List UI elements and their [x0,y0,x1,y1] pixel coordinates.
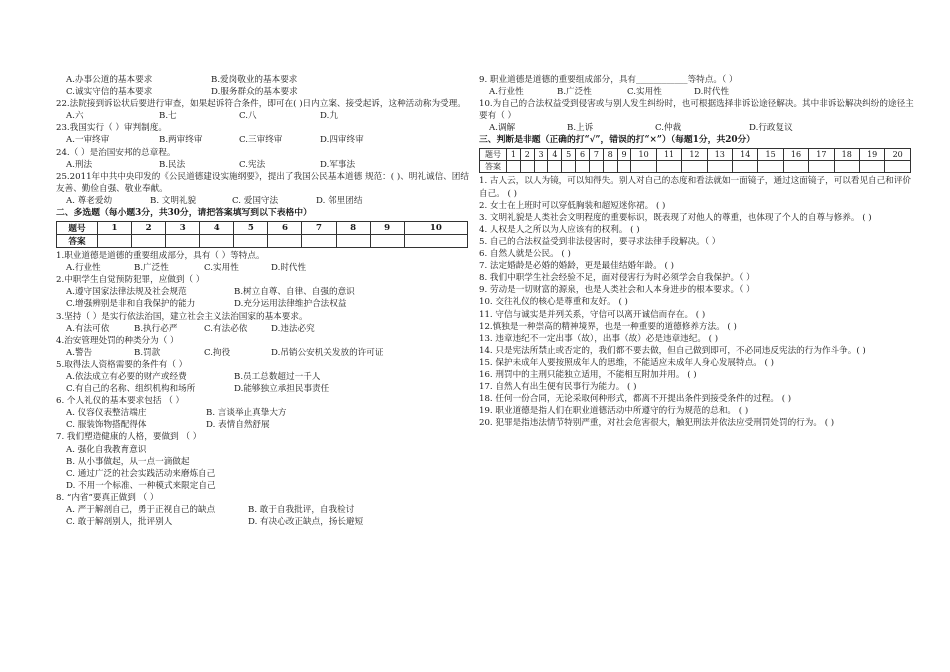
option: C.增强辨别是非和自我保护的能力 [66,299,196,310]
option: B.爱岗敬业的基本要求 [211,75,298,85]
table-header: 7 [302,222,336,235]
judgment-item-16: 16. 刑罚中的主刑只能独立适用，不能相互附加并用。 ( ) [479,369,697,380]
option: C.八 [239,111,257,122]
table-header: 17 [809,149,834,161]
table-row [480,161,911,173]
answer-cell[interactable] [589,161,603,173]
option: B.员工总数超过一千人 [234,371,321,382]
question-23: 23.我国实行（ ）审判制度。 [56,123,167,134]
table-header: 2 [520,149,534,161]
q21-options-row-1 [56,74,476,86]
left-column [56,74,476,528]
judgment-item-12: 12.慎独是一种崇高的精神境界，也是一种重要的道德修养方法。 ( ) [479,321,737,332]
option: D.服务群众的基本要求 [211,87,298,98]
answer-cell[interactable] [370,235,404,248]
judgment-item-15: 15. 保护未成年人要按照成年人的思维，不能适应未成年人身心发展特点。 ( ) [479,357,774,368]
option: B.广泛性 [557,87,592,98]
option: B.广泛性 [134,263,169,274]
option: C.诚实守信的基本要求 [66,87,153,98]
answer-cell[interactable] [603,161,617,173]
m10-options [479,122,919,134]
option-text: D. 不用一个标准、一种模式来限定自己 [66,480,216,491]
option: A.一审终审 [66,135,110,146]
option: A.依法成立有必要的财产或经费 [66,371,187,382]
option: C. 敢于解剖别人，批评别人 [66,517,173,528]
m8-options-row-2 [56,516,476,528]
multi-question-8: 8. “内省”要真正做到 （ ） [56,492,159,503]
multi-question-10: 10.为自己的合法权益受到侵害或与别人发生纠纷时，也可根据选择非诉讼途径解决。其中非诉讼解决纠纷的途径主要有（ ） [479,99,914,122]
option-text: A. 强化自我教育意识 [66,444,147,455]
multi-question-9: 9. 职业道德是道德的重要组成部分，具有____________等特点。（ ） [479,75,738,85]
m9-options [479,86,919,98]
table-header: 题号 [57,222,98,235]
option: B.七 [159,111,177,122]
m6-options-row-1 [56,407,476,419]
answer-cell[interactable] [733,161,758,173]
option: C.仲裁 [655,123,682,134]
option: D.吊销公安机关发放的许可证 [271,347,384,358]
option: C.宪法 [239,159,266,170]
m8-options-row-1 [56,504,476,516]
judgment-item-9: 9. 劳动是一切财富的源泉，也是人类社会和人本身进步的根本要求。（ ） [479,285,755,296]
option: A. 严于解剖自己，勇于正视自己的缺点 [66,505,216,515]
table-header: 18 [834,149,859,161]
option-text: B. 从小事做起，从一点一滴做起 [66,456,190,467]
q25-options [56,195,476,207]
answer-cell[interactable] [885,161,911,173]
m2-options-row-1 [56,286,476,298]
option [56,444,476,456]
table-header: 8 [603,149,617,161]
answer-cell[interactable] [617,161,631,173]
option: C.实用性 [627,87,662,98]
answer-cell[interactable] [336,235,370,248]
answer-label: 答案 [57,235,98,248]
answer-cell[interactable] [404,235,467,248]
answer-cell[interactable] [268,235,302,248]
judgment-item-17: 17. 自然人有出生便有民事行为能力。 ( ) [479,382,637,393]
table-header: 6 [268,222,302,235]
judgment-item-7: 7. 法定婚龄是必婚的婚龄，更是最佳结婚年龄。 ( ) [479,261,674,272]
answer-cell[interactable] [98,235,132,248]
table-header: 2 [132,222,166,235]
option: B.罚款 [134,347,161,358]
table-header: 14 [733,149,758,161]
table-header: 8 [336,222,370,235]
question-25: 25.2011年中共中央印发的《公民道德建设实施纲要》，提出了我国公民基本道德 规范：( )、明礼诚信、团结友善、勤俭自强、敬业奉献。 [56,171,469,194]
table-header: 4 [200,222,234,235]
answer-cell[interactable] [200,235,234,248]
multi-question-7: 7. 我们塑造健康的人格，要做到 （ ） [56,432,202,443]
option: A. 尊老爱幼 [66,195,113,206]
m5-options-row-2 [56,383,476,395]
judgment-item-4: 4. 人权是人之所以为人应该有的权利。 ( ) [479,224,640,235]
option: B. 文明礼貌 [150,195,197,206]
multi-choice-answer-table [56,221,468,248]
judgment-item-11: 11. 守信与诚实是并列关系，守信可以离开诚信而存在。 ( ) [479,309,706,320]
judgment-item-5: 5. 自己的合法权益受到非法侵害时，要寻求法律手段解决。（ ） [479,236,721,247]
option: A.办事公道的基本要求 [66,75,153,85]
option: B.民法 [159,159,186,170]
question-22: 22.法院接到诉讼状后要进行审查，如果起诉符合条件，即可在( )日内立案、接受起诉，这种活动称为受理。 [56,99,466,110]
table-header: 10 [631,149,656,161]
table-header: 5 [234,222,268,235]
option: C.拘役 [204,347,231,358]
m5-options-row-1 [56,371,476,383]
answer-cell[interactable] [758,161,783,173]
option: D. 邻里团结 [316,195,363,206]
option: D.充分运用法律维护合法权益 [234,299,347,310]
option: C.三审终审 [239,135,283,146]
option: C. 爱国守法 [232,195,279,206]
table-row [57,222,468,235]
answer-cell[interactable] [234,235,268,248]
option: A.警告 [66,347,93,358]
table-header: 3 [534,149,548,161]
option: C.有法必依 [204,323,248,334]
q21-options-row-2 [56,86,476,98]
option-text: C. 通过广泛的社会实践活动来磨炼自己 [66,468,216,479]
table-header: 16 [783,149,808,161]
multi-question-3: 3.坚持（ ）是实行依法治国，建立社会主义法治国家的基本要求。 [56,311,308,322]
option: B. 敢于自我批评，自我检讨 [248,505,355,515]
m2-options-row-2 [56,298,476,310]
option: A. 仪容仪表整洁端庄 [66,408,147,419]
judgment-item-8: 8. 我们中职学生社会经验不足，面对侵害行为时必须学会自我保护。（ ） [479,273,755,284]
section-3-title: 三、判断是非题（正确的打“√”，错误的打“×”）（每题1分，共20分） [479,135,756,146]
option: A.遵守国家法律法规及社会规范 [66,287,187,298]
option: C.实用性 [204,263,239,274]
answer-cell[interactable] [656,161,681,173]
m1-options [56,262,476,274]
option: A.行业性 [489,87,524,98]
answer-cell[interactable] [302,235,336,248]
answer-cell[interactable] [682,161,707,173]
table-header: 1 [98,222,132,235]
table-header: 9 [370,222,404,235]
right-column [479,74,919,429]
option: D.行政复议 [749,123,793,134]
table-header: 7 [589,149,603,161]
table-header: 12 [682,149,707,161]
m6-options-row-2 [56,419,476,431]
table-header: 13 [707,149,732,161]
option: D. 表情自然舒展 [206,420,270,431]
section-2-title: 二、多选题（每小题3分，共30分，请把答案填写到以下表格中） [56,208,312,219]
judgment-item-2: 2. 女士在上班时可以穿低胸装和超短迷你裙。 ( ) [479,200,666,211]
option [56,468,476,480]
option: A.有法可依 [66,323,110,334]
option: B.树立自尊、自律、自强的意识 [234,287,355,298]
question-24: 24.（ ）是治国安邦的总章程。 [56,147,176,158]
option [56,456,476,468]
multi-question-6: 6. 个人礼仪的基本要求包括 （ ） [56,396,185,407]
option: A.调解 [489,123,516,134]
judgment-item-19: 19. 职业道德是指人们在职业道德活动中所遵守的行为规范的总和。 ( ) [479,406,749,417]
option: D.时代性 [694,87,730,98]
option [56,480,476,492]
option: D. 有决心改正缺点，扬长避短 [248,517,364,528]
table-header: 10 [404,222,467,235]
judgment-answer-table [479,148,911,173]
multi-question-2: 2.中职学生自觉预防犯罪，应做到（ ） [56,275,205,286]
option: B.上诉 [567,123,594,134]
option: A.行业性 [66,263,101,274]
judgment-item-18: 18. 任何一份合同，无论采取何种形式，都离不开提出条件到接受条件的过程。 ( ) [479,394,792,405]
table-header: 3 [166,222,200,235]
judgment-item-6: 6. 自然人就是公民。 ( ) [479,249,571,260]
option: B.两审终审 [159,135,203,146]
option: C.有自己的名称、组织机构和场所 [66,384,196,395]
m4-options [56,347,476,359]
q24-options [56,159,476,171]
answer-label: 答案 [480,161,507,173]
answer-cell[interactable] [166,235,200,248]
table-header: 6 [576,149,590,161]
option: C. 服装饰物搭配得体 [66,420,147,431]
answer-cell[interactable] [520,161,534,173]
option: D.九 [320,111,338,122]
judgment-item-13: 13. 违章违纪不一定出事（故），出事（故）必是违章违纪。 ( ) [479,333,719,344]
option: D.军事法 [320,159,356,170]
table-header: 5 [562,149,576,161]
table-row [480,149,911,161]
multi-question-5: 5.取得法人资格需要的条件有（ ） [56,359,188,370]
table-header: 题号 [480,149,507,161]
option: D.四审终审 [320,135,364,146]
answer-cell[interactable] [132,235,166,248]
answer-cell[interactable] [631,161,656,173]
q23-options [56,134,476,146]
judgment-item-20: 20. 犯罪是指违法情节特别严重，对社会危害很大，触犯刑法并依法应受刑罚处罚的行为。 ( ) [479,418,835,429]
q22-options [56,110,476,122]
option: B. 言谈举止真挚大方 [206,408,287,419]
judgment-item-1: 1. 古人云，以人为镜，可以知得失。别人对自己的态度和看法就如一面镜子，通过这面镜子，可以看见自己和评价自己。 ( ) [479,176,912,199]
answer-cell[interactable] [576,161,590,173]
option: B.执行必严 [134,323,178,334]
option: D.违法必究 [271,323,315,334]
answer-cell[interactable] [707,161,732,173]
table-header: 15 [758,149,783,161]
answer-cell[interactable] [859,161,884,173]
m3-options [56,323,476,335]
multi-question-1: 1.职业道德是道德的重要组成部分，具有（ ）等特点。 [56,251,265,262]
answer-cell[interactable] [562,161,576,173]
answer-cell[interactable] [507,161,521,173]
answer-cell[interactable] [534,161,548,173]
answer-cell[interactable] [548,161,562,173]
option: A.刑法 [66,159,93,170]
table-header: 1 [507,149,521,161]
multi-question-4: 4.治安管理处罚的种类分为（ ） [56,335,179,346]
answer-cell[interactable] [834,161,859,173]
answer-cell[interactable] [783,161,808,173]
table-header: 9 [617,149,631,161]
option: D.能够独立承担民事责任 [234,384,330,395]
judgment-item-10: 10. 交往礼仪的核心是尊重和友好。 ( ) [479,297,628,308]
judgment-item-14: 14. 只是宪法所禁止或否定的，我们都不要去做，但自己做到即可，不必同违反宪法的行为作斗争。( ) [479,345,866,356]
table-header: 20 [885,149,911,161]
option: D.时代性 [271,263,307,274]
table-header: 4 [548,149,562,161]
table-header: 19 [859,149,884,161]
table-row [57,235,468,248]
answer-cell[interactable] [809,161,834,173]
table-header: 11 [656,149,681,161]
judgment-item-3: 3. 文明礼貌是人类社会文明程度的重要标识，既表现了对他人的尊重，也体现了个人的自尊与修养。 ( ) [479,212,872,223]
option: A.六 [66,111,84,122]
